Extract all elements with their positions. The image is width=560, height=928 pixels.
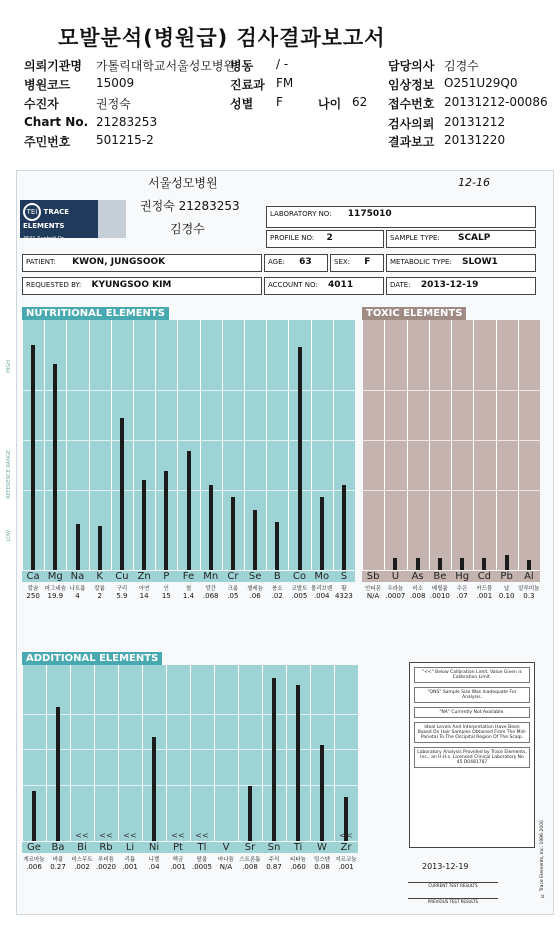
element-korean-name: 탈륨	[196, 857, 208, 863]
element-symbol-mo: Mo	[311, 571, 333, 582]
element-value: 15	[161, 592, 171, 600]
element-korean-name: 바륨	[52, 857, 64, 863]
element-value: .001	[476, 592, 493, 600]
element-value: N/A	[366, 592, 380, 600]
header-value: 가톨릭대학교서울성모병원	[96, 59, 236, 73]
lab-no-box	[266, 206, 536, 228]
element-value: 0.27	[50, 863, 66, 871]
column-divider	[333, 320, 334, 570]
column-divider	[70, 665, 71, 841]
column-divider	[362, 320, 363, 570]
element-symbol-s: S	[333, 571, 355, 582]
column-divider	[266, 320, 267, 570]
element-value: .001	[122, 863, 138, 871]
signature-mark: 12-16	[458, 176, 490, 189]
bar-sr	[248, 786, 252, 841]
element-symbol-u: U	[384, 571, 406, 582]
bar-na	[76, 524, 80, 570]
column-divider	[334, 665, 335, 841]
element-symbol-sn: Sn	[262, 842, 286, 853]
element-korean-name: 우라늄	[387, 586, 404, 592]
bar-ba	[56, 707, 60, 841]
header-label: 검사의뢰	[388, 117, 435, 131]
header-label: 의뢰기관명	[24, 59, 82, 73]
bar-s	[342, 485, 346, 570]
nutritional-title: NUTRITIONAL ELEMENTS	[22, 307, 169, 320]
element-symbol-ge: Ge	[22, 842, 46, 853]
header-value: 62	[352, 95, 368, 109]
stamp-patient: 권정숙 21283253	[140, 199, 240, 213]
metabolic-label: METABOLIC TYPE:	[390, 258, 452, 266]
element-symbol-sb: Sb	[362, 571, 384, 582]
bar-cd	[482, 558, 486, 570]
below-limit-mark: <<	[171, 831, 185, 840]
element-korean-name: 인	[163, 586, 169, 592]
column-divider	[133, 320, 134, 570]
column-divider	[22, 665, 23, 841]
header-label: 임상정보	[388, 78, 435, 92]
additional-elements-chart	[22, 665, 358, 880]
element-korean-name: 셀레늄	[247, 586, 264, 592]
header-label: 병동	[230, 59, 254, 73]
bar-as	[416, 558, 420, 570]
element-value: 0.87	[266, 863, 282, 871]
element-symbol-ba: Ba	[46, 842, 70, 853]
element-value: .0020	[95, 863, 117, 871]
bar-zn	[142, 480, 146, 570]
requested-label: REQUESTED BY:	[26, 281, 82, 289]
element-value: 0.08	[314, 863, 330, 871]
bar-pb	[505, 555, 509, 570]
element-value: .0010	[429, 592, 450, 600]
element-symbol-be: Be	[429, 571, 451, 582]
legend-note-na: "NA" Currently Not Available.	[414, 707, 530, 718]
element-korean-name: 알루미늄	[518, 586, 540, 592]
element-symbol-cr: Cr	[222, 571, 244, 582]
element-korean-name: 코발트	[291, 586, 308, 592]
element-symbol-mg: Mg	[44, 571, 66, 582]
column-divider	[518, 320, 519, 570]
patient-label: PATIENT:	[26, 258, 56, 266]
element-korean-name: 바나듐	[218, 857, 234, 863]
date-value: 2013-12-19	[420, 280, 479, 290]
age-value: 63	[299, 257, 312, 267]
element-value: .060	[290, 863, 306, 871]
column-divider	[214, 665, 215, 841]
element-symbol-fe: Fe	[177, 571, 199, 582]
element-symbol-cu: Cu	[111, 571, 133, 582]
header-value: 권정숙	[96, 97, 131, 111]
column-divider	[429, 320, 430, 570]
patient-value: KWON, JUNGSOOK	[72, 257, 166, 267]
column-divider	[407, 320, 408, 570]
element-korean-name: 몰리브덴	[311, 586, 333, 592]
below-limit-mark: <<	[75, 831, 89, 840]
bar-w	[320, 745, 324, 841]
column-divider	[44, 320, 45, 570]
side-label-high: HIGH	[6, 360, 12, 373]
element-value: 5.9	[116, 592, 128, 600]
column-divider	[142, 665, 143, 841]
column-divider	[286, 665, 287, 841]
requested-value: KYUNGSOO KIM	[91, 280, 172, 290]
header-label: 접수번호	[388, 97, 435, 111]
header-value: 501215-2	[96, 133, 154, 147]
lab-no-label: LABORATORY NO:	[270, 210, 332, 218]
element-value: .006	[26, 863, 42, 871]
legend-notes-box	[409, 662, 535, 848]
element-symbol-na: Na	[66, 571, 88, 582]
element-symbol-hg: Hg	[451, 571, 473, 582]
copyright-notice: © Trace Elements, Inc. 1996-2000	[540, 820, 545, 898]
element-value: 4323	[334, 592, 353, 600]
bar-mg	[53, 364, 57, 570]
element-korean-name: 비스무트	[71, 857, 93, 863]
bar-b	[275, 522, 279, 570]
header-label: 나이	[318, 97, 342, 111]
element-korean-name: 구리	[116, 586, 128, 592]
report-title: 모발분석(병원급) 검사결과보고서	[58, 26, 386, 50]
date-label: DATE:	[390, 281, 411, 289]
legend-note-ideal-levels: Ideal Levels And Interpretation Have Been Based On Hair Samples Obtained From The Mid-Parietal To The Occipital Region Of The Scalp.	[414, 722, 530, 743]
element-symbol-sr: Sr	[238, 842, 262, 853]
header-value: F	[276, 95, 283, 109]
element-korean-name: 베릴륨	[431, 586, 448, 592]
element-korean-name: 스트론튬	[239, 857, 261, 863]
header-value: / -	[276, 57, 289, 71]
header-label: 수진자	[24, 97, 59, 111]
element-korean-name: 지르코늄	[335, 857, 357, 863]
legend-note-laboratory: Laboratory Analysis Provided by Trace Elements, Inc., an H.H.s. Licensed Clinical Laboratory No 45 D0481787	[414, 747, 530, 768]
bar-cr	[231, 497, 235, 570]
header-value: 20131212	[444, 115, 506, 129]
toxic-title: TOXIC ELEMENTS	[362, 307, 466, 320]
gridline	[22, 390, 355, 391]
header-label: 주민번호	[24, 135, 71, 149]
column-divider	[94, 665, 95, 841]
profile-label: PROFILE NO:	[270, 234, 315, 242]
header-value: O251U29Q0	[444, 76, 518, 90]
element-symbol-zn: Zn	[133, 571, 155, 582]
column-divider	[190, 665, 191, 841]
column-divider	[496, 320, 497, 570]
element-korean-name: 납	[503, 586, 510, 592]
element-value: .004	[313, 592, 330, 600]
below-limit-mark: <<	[195, 831, 209, 840]
bar-ti	[296, 685, 300, 841]
element-korean-name: 티타늄	[290, 857, 306, 863]
column-divider	[46, 665, 47, 841]
element-symbol-v: V	[214, 842, 238, 853]
element-value: 14	[139, 592, 149, 600]
element-value: .002	[74, 863, 90, 871]
bar-be	[438, 558, 442, 570]
element-value: .008	[242, 863, 258, 871]
element-symbol-mn: Mn	[200, 571, 222, 582]
bar-co	[298, 347, 302, 570]
nutritional-elements-chart	[22, 320, 355, 610]
header-value: 15009	[96, 76, 135, 90]
element-korean-name: 칼슘	[27, 586, 39, 592]
gridline	[22, 440, 355, 441]
element-korean-name: 카드뮴	[476, 586, 493, 592]
element-symbol-cd: Cd	[473, 571, 495, 582]
profile-value: 2	[326, 233, 333, 243]
header-label: 진료과	[230, 78, 265, 92]
bar-u	[393, 558, 397, 570]
bar-fe	[187, 451, 191, 570]
header-value: 김경수	[444, 59, 479, 73]
element-value: 0.3	[523, 592, 535, 600]
column-divider	[118, 665, 119, 841]
column-divider	[200, 320, 201, 570]
element-symbol-se: Se	[244, 571, 266, 582]
below-limit-mark: <<	[123, 831, 137, 840]
account-label: ACCOUNT NO:	[268, 281, 318, 289]
side-label-reference: REFERENCE RANGE	[6, 450, 12, 499]
element-symbol-co: Co	[288, 571, 310, 582]
element-value: .0007	[385, 592, 406, 600]
bar-ge	[32, 791, 36, 841]
column-divider	[177, 320, 178, 570]
bar-ca	[31, 345, 35, 570]
element-symbol-p: P	[155, 571, 177, 582]
element-symbol-rb: Rb	[94, 842, 118, 853]
element-korean-name: 망간	[205, 586, 216, 592]
element-korean-name: 칼륨	[94, 586, 105, 592]
element-symbol-li: Li	[118, 842, 142, 853]
element-korean-name: 니켈	[148, 857, 160, 863]
element-korean-name: 루비듐	[98, 857, 114, 863]
sample-label: SAMPLE TYPE:	[390, 234, 440, 242]
below-limit-mark: <<	[99, 831, 113, 840]
element-symbol-bi: Bi	[70, 842, 94, 853]
element-symbol-ni: Ni	[142, 842, 166, 853]
element-value: .07	[456, 592, 468, 600]
age-label: AGE:	[268, 258, 285, 266]
column-divider	[166, 665, 167, 841]
element-value: .02	[271, 592, 283, 600]
element-symbol-k: K	[89, 571, 111, 582]
element-value: 1.4	[182, 592, 195, 600]
column-divider	[473, 320, 474, 570]
header-label: 병원코드	[24, 78, 71, 92]
element-value: .001	[170, 863, 186, 871]
logo-band	[98, 200, 126, 238]
element-symbol-pt: Pt	[166, 842, 190, 853]
column-divider	[288, 320, 289, 570]
column-divider	[111, 320, 112, 570]
element-korean-name: 아연	[138, 586, 150, 592]
element-korean-name: 크롬	[227, 586, 239, 592]
element-value: .005	[291, 592, 308, 600]
legend-note-below-limit: "<<" Below Calibration Limit. Value Given is Calibration Limit.	[414, 667, 530, 683]
account-value: 4011	[328, 280, 354, 290]
logo-name: TRACE ELEMENTS	[23, 208, 70, 230]
element-value: 2	[97, 592, 102, 600]
bar-p	[164, 471, 168, 570]
age-box	[264, 254, 328, 272]
column-divider	[238, 665, 239, 841]
element-symbol-w: W	[310, 842, 334, 853]
header-value: FM	[276, 76, 294, 90]
element-value: 19.9	[47, 592, 64, 600]
column-divider	[310, 665, 311, 841]
element-korean-name: 주석	[268, 857, 280, 863]
element-symbol-tl: Tl	[190, 842, 214, 853]
element-value: .008	[409, 592, 426, 600]
column-divider	[89, 320, 90, 570]
element-value: .0005	[191, 863, 213, 871]
column-divider	[66, 320, 67, 570]
column-divider	[22, 320, 23, 570]
element-korean-name: 나트륨	[69, 586, 86, 592]
element-value: .04	[148, 863, 160, 871]
element-korean-name: 안티몬	[365, 586, 382, 592]
element-korean-name: 리튬	[124, 857, 136, 863]
header-label: 결과보고	[388, 135, 435, 149]
bar-mo	[320, 497, 324, 570]
metabolic-box	[386, 254, 536, 272]
header-value: 20131212-00086	[444, 95, 548, 109]
sample-value: SCALP	[457, 233, 491, 243]
column-divider	[384, 320, 385, 570]
column-divider	[155, 320, 156, 570]
element-symbol-ti: Ti	[286, 842, 310, 853]
element-korean-name: 비소	[412, 586, 423, 592]
metabolic-value: SLOW1	[462, 257, 498, 267]
bar-ni	[152, 737, 156, 841]
sample-box	[386, 230, 536, 248]
element-korean-name: 수은	[456, 586, 468, 592]
bar-cu	[120, 418, 124, 570]
bar-al	[527, 560, 531, 570]
element-korean-name: 붕소	[271, 586, 283, 592]
requested-box	[22, 277, 262, 295]
element-korean-name: 철	[185, 586, 192, 592]
patient-box	[22, 254, 262, 272]
bar-hg	[460, 558, 464, 570]
column-divider	[311, 320, 312, 570]
legend-note-qns: "QNS" Sample Size Was Inadequate For Analysis.	[414, 687, 530, 703]
footer-date: 2013-12-19	[422, 862, 469, 871]
date-box	[386, 277, 536, 295]
column-divider	[262, 665, 263, 841]
element-korean-name: 백금	[172, 857, 184, 863]
element-symbol-zr: Zr	[334, 842, 358, 853]
element-symbol-pb: Pb	[496, 571, 518, 582]
header-label: 성별	[230, 97, 254, 111]
element-value: 4	[75, 592, 80, 600]
element-korean-name: 게르마늄	[23, 857, 45, 863]
column-divider	[244, 320, 245, 570]
element-value: .068	[202, 592, 219, 600]
column-divider	[222, 320, 223, 570]
header-label: 담당의사	[388, 59, 435, 73]
element-korean-name: 마그네슘	[44, 586, 66, 592]
header-value: 20131220	[444, 133, 506, 147]
account-box	[264, 277, 384, 295]
bar-k	[98, 526, 102, 570]
element-symbol-al: Al	[518, 571, 540, 582]
element-symbol-as: As	[407, 571, 429, 582]
header-label: Chart No.	[24, 115, 89, 129]
element-value: .06	[249, 592, 261, 600]
element-value: 0.10	[498, 592, 515, 600]
bar-mn	[209, 485, 213, 570]
element-value: N/A	[219, 863, 233, 871]
toxic-elements-chart	[362, 320, 540, 610]
side-label-low: LOW	[6, 530, 12, 542]
sex-label: SEX:	[334, 258, 351, 266]
logo-address: 4501 Sunbelt Dr.	[23, 236, 66, 242]
stamp-hospital: 서울성모병원	[148, 176, 218, 190]
element-value: .001	[338, 863, 354, 871]
sex-box	[330, 254, 384, 272]
footer-previous-results: PREVIOUS TEST RESULTS	[408, 898, 498, 904]
element-symbol-b: B	[266, 571, 288, 582]
element-korean-name: 텅스텐	[314, 857, 330, 863]
additional-title: ADDITIONAL ELEMENTS	[22, 652, 162, 665]
below-limit-mark: <<	[339, 831, 353, 840]
element-value: .05	[227, 592, 239, 600]
profile-box	[266, 230, 384, 248]
element-korean-name: 황	[341, 586, 347, 592]
logo-mark-icon: TEI	[23, 203, 41, 221]
footer-current-results: CURRENT TEST RESULTS	[408, 882, 498, 888]
header-value: 21283253	[96, 115, 158, 129]
bar-se	[253, 510, 257, 571]
sex-value: F	[364, 257, 371, 267]
element-symbol-ca: Ca	[22, 571, 44, 582]
element-value: 250	[26, 592, 40, 600]
trace-elements-logo	[20, 200, 98, 242]
stamp-doctor: 김경수	[170, 222, 205, 236]
bar-sn	[272, 678, 276, 841]
lab-no-value: 1175010	[347, 209, 392, 219]
column-divider	[451, 320, 452, 570]
